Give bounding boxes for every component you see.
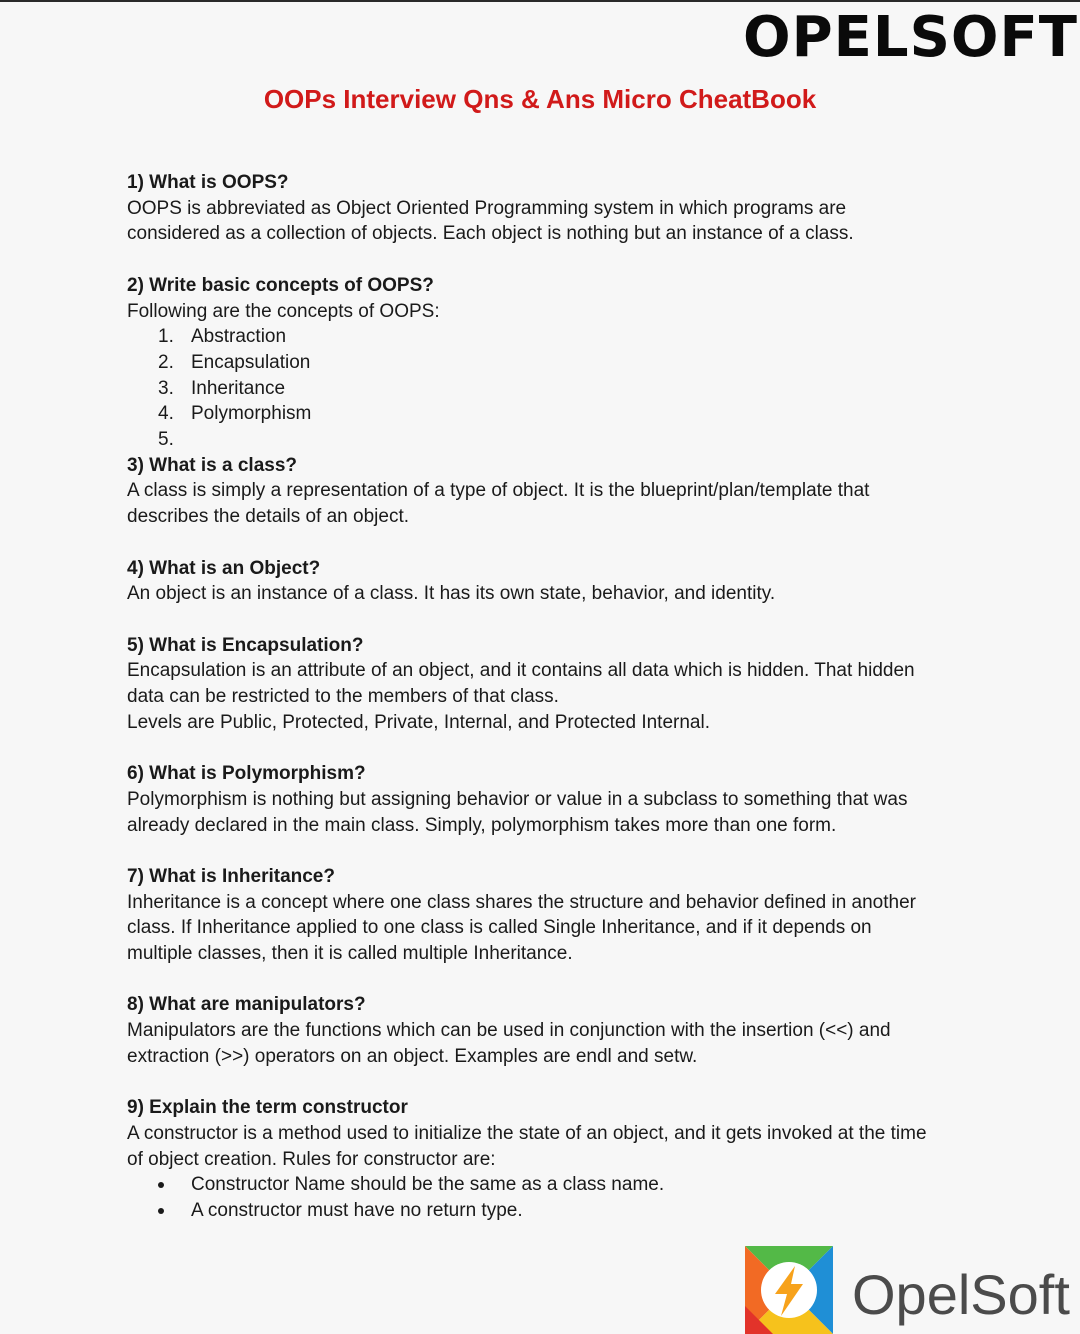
qa-class xyxy=(127,453,957,530)
document-title: OOPs Interview Qns & Ans Micro CheatBook xyxy=(263,84,817,114)
qa-oops xyxy=(127,170,957,247)
qa-encapsulation xyxy=(127,633,957,736)
answer-line: A constructor is a method used to initialize the state of an object, and it gets invoked at the time xyxy=(127,1122,927,1144)
answer-line: describes the details of an object. xyxy=(127,506,410,528)
bullet-icon xyxy=(158,1208,164,1214)
bullet-icon xyxy=(158,1182,164,1188)
answer-line: Polymorphism is nothing but assigning behavior or value in a subclass to something that was xyxy=(127,788,908,810)
answer-line: Inheritance is a concept where one class shares the structure and behavior defined in another xyxy=(127,891,916,913)
question: 9) Explain the term constructor xyxy=(127,1097,408,1119)
answer-line: multiple classes, then it is called multiple Inheritance. xyxy=(127,943,573,964)
list-item: A constructor must have no return type. xyxy=(127,1198,957,1224)
list-item: Constructor Name should be the same as a class name. xyxy=(127,1172,957,1198)
list-item: 3. Inheritance xyxy=(158,377,286,399)
answer-line: Manipulators are the functions which can be used in conjunction with the insertion (<<) and xyxy=(127,1020,891,1042)
answer-line: extraction (>>) operators on an object. Examples are endl and setw. xyxy=(127,1045,698,1067)
answer-line: of object creation. Rules for constructor are: xyxy=(127,1148,496,1170)
answer-line: Encapsulation is an attribute of an object, and it contains all data which is hidden. That hidden xyxy=(127,660,915,682)
qa-inheritance xyxy=(127,864,957,967)
answer-line: An object is an instance of a class. It has its own state, behavior, and identity. xyxy=(127,583,776,605)
answer-intro: Following are the concepts of OOPS: xyxy=(127,300,440,322)
question: 3) What is a class? xyxy=(127,454,298,476)
cheatbook-content xyxy=(127,170,957,1224)
qa-concepts xyxy=(127,273,957,453)
question: 7) What is Inheritance? xyxy=(127,865,335,887)
answer-line: OOPS is abbreviated as Object Oriented Programming system in which programs are xyxy=(127,197,847,219)
question: 4) What is an Object? xyxy=(127,557,321,579)
list-item: 1. Abstraction xyxy=(158,326,287,348)
list-item: 2. Encapsulation xyxy=(158,351,311,373)
qa-object xyxy=(127,556,957,607)
qa-polymorphism xyxy=(127,761,957,838)
question: 5) What is Encapsulation? xyxy=(127,634,364,656)
list-item: 5. xyxy=(158,429,174,451)
concepts-list xyxy=(127,324,957,453)
answer-line: class. If Inheritance applied to one class is called Single Inheritance, and if it depends on xyxy=(127,917,872,939)
qa-manipulators xyxy=(127,992,957,1069)
opelsoft-logo xyxy=(745,1246,833,1334)
list-item: 4. Polymorphism xyxy=(158,403,312,425)
answer-line: considered as a collection of objects. Each object is nothing but an instance of a class. xyxy=(127,223,854,245)
answer-line: Levels are Public, Protected, Private, Internal, and Protected Internal. xyxy=(127,711,710,733)
answer-line: data can be restricted to the members of that class. xyxy=(127,686,559,707)
question: 8) What are manipulators? xyxy=(127,994,366,1016)
top-rule xyxy=(0,0,1080,2)
question: 6) What is Polymorphism? xyxy=(127,763,366,785)
logo-wordmark: OpelSoft xyxy=(852,1263,1070,1326)
constructor-rules-list xyxy=(127,1172,957,1223)
question: 2) Write basic concepts of OOPS? xyxy=(127,274,434,296)
question: 1) What is OOPS? xyxy=(127,172,289,193)
answer-line: A class is simply a representation of a type of object. It is the blueprint/plan/template that xyxy=(127,480,870,502)
qa-constructor xyxy=(127,1095,957,1224)
answer-line: already declared in the main class. Simply, polymorphism takes more than one form. xyxy=(127,814,837,836)
brand-wordmark: OPELSOFT xyxy=(743,5,1078,70)
